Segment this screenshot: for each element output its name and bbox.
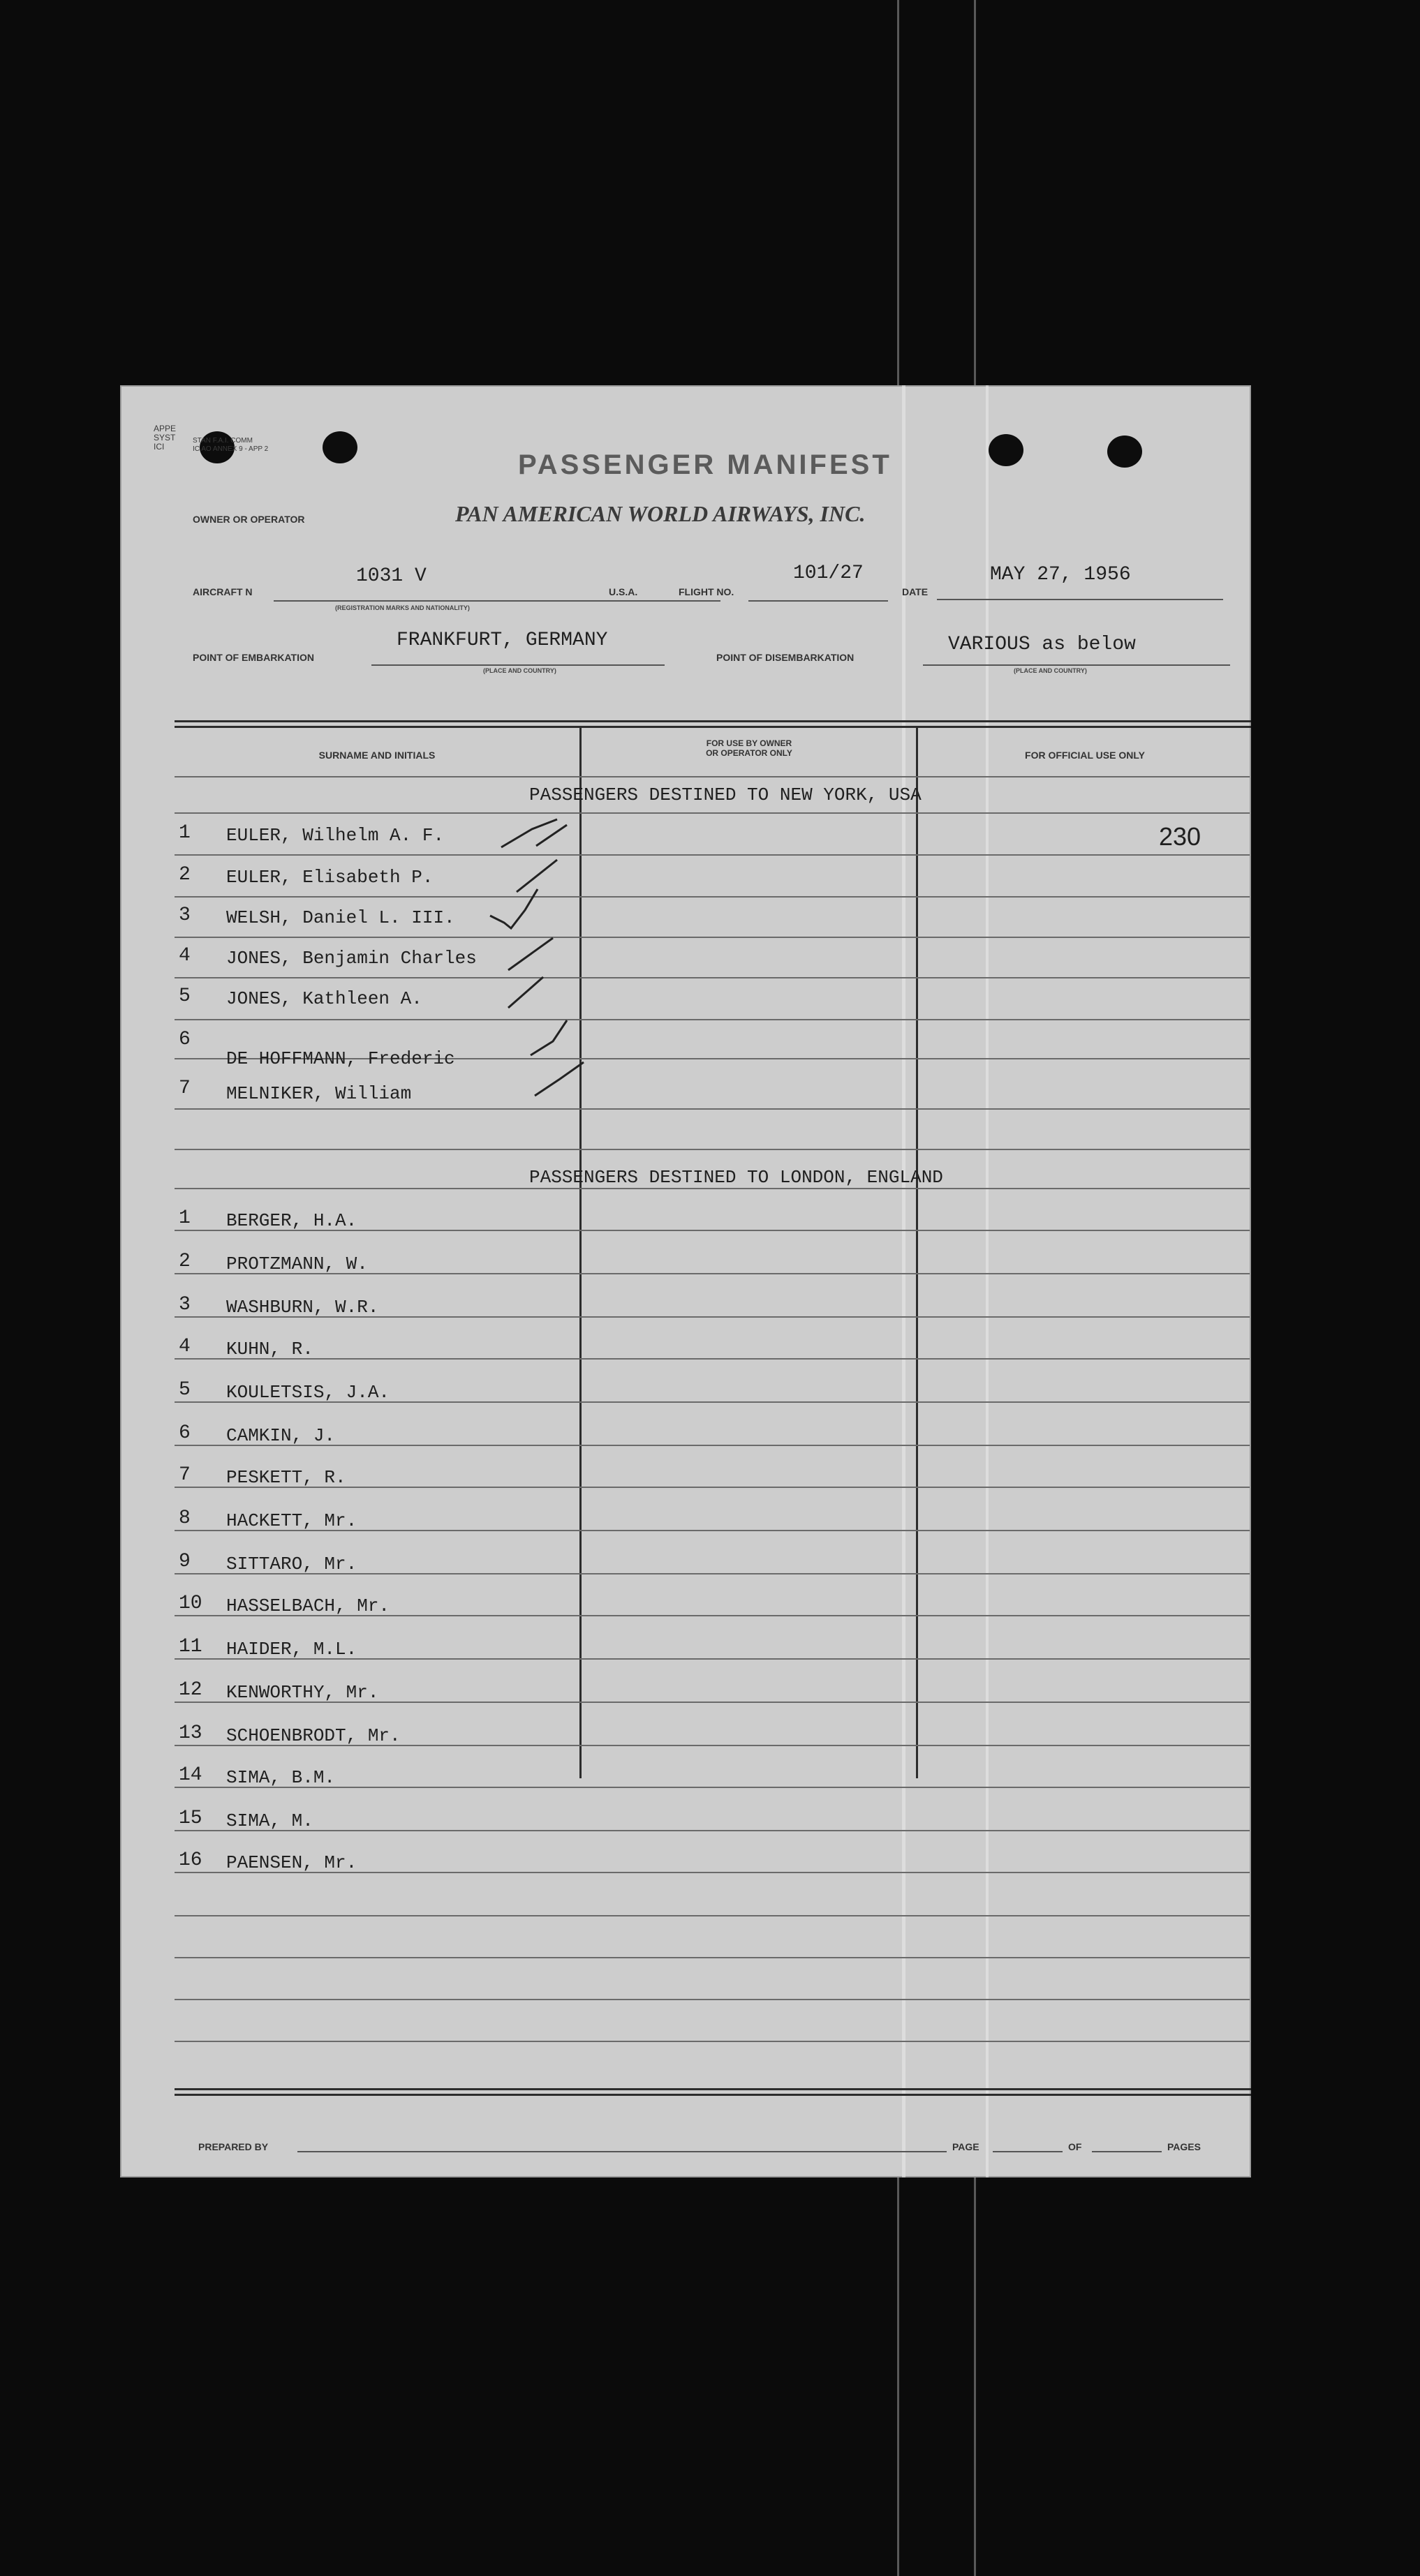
row-number: 4 (179, 945, 191, 967)
owner-use-header-line: OR OPERATOR ONLY (706, 748, 792, 758)
manifest-sheet (120, 385, 1251, 2177)
row-number: 7 (179, 1078, 191, 1099)
row-rule (175, 1787, 1250, 1788)
group-title-london: PASSENGERS DESTINED TO LONDON, ENGLAND (529, 1167, 943, 1188)
check-mark (517, 860, 557, 892)
passenger-name: KUHN, R. (226, 1339, 313, 1360)
aircraft-value: 1031 V (356, 565, 427, 587)
form-reference-line: IC AO ANNEX 9 - APP 2 (193, 445, 269, 453)
form-reference-line: STAN F.A.I. COMM (193, 437, 253, 445)
table-bottom-rule (175, 2094, 1251, 2096)
owner-use-header-line: FOR USE BY OWNER (706, 738, 792, 748)
row-number: 7 (179, 1464, 191, 1486)
row-number: 6 (179, 1029, 191, 1050)
embarkation-label: POINT OF EMBARKATION (193, 652, 314, 663)
passenger-name: HASSELBACH, Mr. (226, 1595, 390, 1616)
page-label: PAGE (952, 2141, 979, 2152)
row-number: 2 (179, 864, 191, 886)
flight-label: FLIGHT NO. (679, 586, 734, 597)
margin-note-line: ICI (154, 442, 165, 452)
pages-label: PAGES (1167, 2141, 1201, 2152)
date-label: DATE (902, 586, 929, 597)
row-rule (175, 1358, 1250, 1360)
passenger-name: DE HOFFMANN, Frederic (226, 1048, 455, 1069)
of-line (1092, 2151, 1162, 2152)
official-number: 230 (1159, 822, 1201, 851)
passenger-name: JONES, Kathleen A. (226, 988, 422, 1009)
row-number: 3 (179, 904, 191, 926)
row-rule (175, 2041, 1250, 2042)
row-number: 10 (179, 1593, 202, 1614)
row-number: 8 (179, 1507, 191, 1529)
table-bottom-rule (175, 2088, 1251, 2090)
passenger-name: EULER, Elisabeth P. (226, 867, 434, 888)
row-rule (175, 1999, 1250, 2000)
passenger-name: WELSH, Daniel L. III. (226, 907, 455, 928)
official-use-column-header: FOR OFFICIAL USE ONLY (1025, 750, 1145, 761)
row-number: 3 (179, 1294, 191, 1316)
check-mark (508, 977, 543, 1008)
owner-label: OWNER OR OPERATOR (193, 514, 305, 525)
group-title-new-york: PASSENGERS DESTINED TO NEW YORK, USA (529, 784, 922, 805)
row-number: 13 (179, 1722, 202, 1744)
aircraft-label: AIRCRAFT N (193, 586, 253, 597)
row-rule (175, 1830, 1250, 1831)
of-label: OF (1068, 2141, 1082, 2152)
row-number: 1 (179, 1207, 191, 1229)
prepared-by-label: PREPARED BY (198, 2141, 269, 2152)
date-value: MAY 27, 1956 (990, 564, 1131, 586)
passenger-name: SIMA, B.M. (226, 1767, 336, 1788)
nationality-value: U.S.A. (609, 586, 638, 597)
row-number: 1 (179, 822, 191, 844)
flight-value: 101/27 (793, 563, 864, 584)
row-number: 6 (179, 1422, 191, 1444)
operator-name: PAN AMERICAN WORLD AIRWAYS, INC. (455, 501, 866, 526)
disembarkation-value: VARIOUS as below (948, 634, 1136, 655)
row-number: 5 (179, 1379, 191, 1401)
page-line (993, 2151, 1063, 2152)
row-number: 14 (179, 1764, 202, 1786)
disembarkation-label: POINT OF DISEMBARKATION (716, 652, 855, 663)
passenger-name: PAENSEN, Mr. (226, 1852, 357, 1873)
embarkation-value: FRANKFURT, GERMANY (397, 630, 608, 651)
passenger-name: KENWORTHY, Mr. (226, 1682, 379, 1703)
row-rule (175, 1445, 1250, 1446)
check-mark (508, 938, 553, 970)
row-rule (175, 1915, 1250, 1916)
passenger-name: BERGER, H.A. (226, 1210, 357, 1231)
margin-note-line: SYST (154, 433, 176, 442)
passenger-name: SIMA, M. (226, 1810, 313, 1831)
embarkation-sublabel: (PLACE AND COUNTRY) (483, 667, 556, 674)
row-number: 2 (179, 1251, 191, 1272)
disembarkation-sublabel: (PLACE AND COUNTRY) (1014, 667, 1087, 674)
passenger-name: KOULETSIS, J.A. (226, 1382, 390, 1403)
passenger-name: HACKETT, Mr. (226, 1510, 357, 1531)
check-mark (490, 889, 538, 928)
aircraft-sublabel: (REGISTRATION MARKS AND NATIONALITY) (335, 604, 470, 611)
prepared-by-line (297, 2151, 947, 2152)
row-number: 11 (179, 1636, 202, 1658)
row-number: 15 (179, 1808, 202, 1829)
passenger-name: SCHOENBRODT, Mr. (226, 1725, 401, 1746)
row-rule (175, 1188, 1250, 1189)
check-mark (531, 1020, 567, 1055)
passenger-name: PROTZMANN, W. (226, 1253, 368, 1274)
row-number: 4 (179, 1336, 191, 1357)
passenger-name: JONES, Benjamin Charles (226, 948, 477, 969)
row-number: 9 (179, 1551, 191, 1572)
passenger-name: EULER, Wilhelm A. F. (226, 825, 445, 846)
passenger-name: SITTARO, Mr. (226, 1554, 357, 1574)
passenger-name: HAIDER, M.L. (226, 1639, 357, 1660)
check-mark (501, 819, 567, 847)
passenger-name: CAMKIN, J. (226, 1425, 336, 1446)
passenger-name: WASHBURN, W.R. (226, 1297, 379, 1318)
check-marks (120, 385, 1251, 1153)
row-rule (175, 1957, 1250, 1958)
check-mark (535, 1062, 584, 1096)
row-number: 16 (179, 1849, 202, 1871)
row-number: 12 (179, 1679, 202, 1701)
passenger-name: MELNIKER, William (226, 1083, 412, 1104)
margin-note-line: APPE (154, 424, 177, 433)
form-title: PASSENGER MANIFEST (518, 449, 892, 480)
surname-column-header: SURNAME AND INITIALS (318, 750, 436, 761)
passenger-name: PESKETT, R. (226, 1467, 346, 1488)
row-number: 5 (179, 985, 191, 1007)
